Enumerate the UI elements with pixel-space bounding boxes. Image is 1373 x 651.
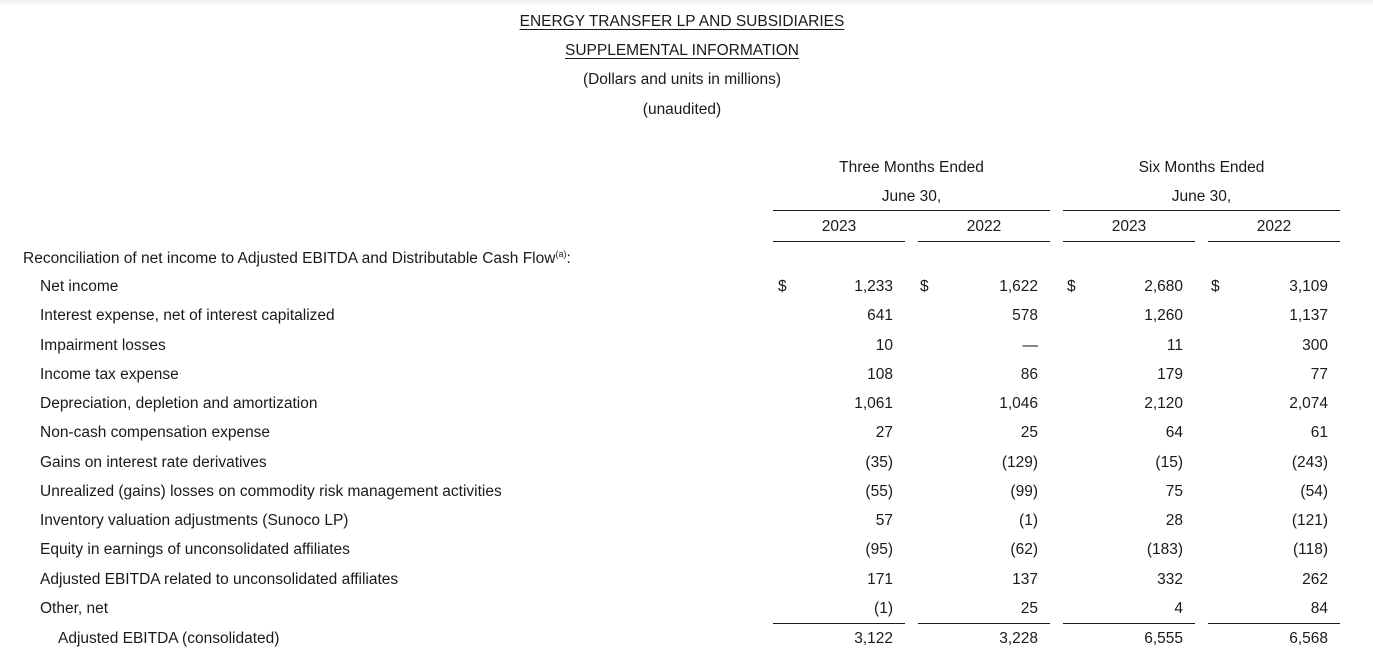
total-rule <box>918 623 1050 624</box>
top-shade <box>0 0 1373 6</box>
year-header-three-months-2022: 2022 <box>966 218 1002 235</box>
row-value: 25 <box>1020 424 1038 441</box>
year-rule <box>1208 241 1340 242</box>
row-value: 332 <box>1157 571 1183 588</box>
report-units-note: (Dollars and units in millions) <box>582 71 782 88</box>
row-value: 3,109 <box>1289 278 1328 295</box>
row-label: Depreciation, depletion and amortization <box>40 395 318 412</box>
row-value: 2,074 <box>1289 395 1328 412</box>
year-rule <box>773 241 905 242</box>
total-value: 6,568 <box>1289 630 1328 647</box>
row-value: (118) <box>1292 541 1328 558</box>
row-value: (129) <box>1001 454 1038 471</box>
row-value: 2,680 <box>1144 278 1183 295</box>
row-label: Other, net <box>40 600 109 617</box>
row-value: 75 <box>1165 483 1183 500</box>
row-value: 300 <box>1302 337 1328 354</box>
reconciliation-heading-text: Reconciliation of net income to Adjusted EBITDA and Distributable Cash Flow <box>23 250 556 267</box>
row-value: 1,137 <box>1289 307 1328 324</box>
row-value: 1,061 <box>854 395 893 412</box>
row-value: (35) <box>865 454 893 471</box>
dollar-sign: $ <box>1067 278 1076 295</box>
row-value: 179 <box>1157 366 1183 383</box>
row-value: 2,120 <box>1144 395 1183 412</box>
total-value: 6,555 <box>1144 630 1183 647</box>
row-value: 86 <box>1020 366 1038 383</box>
row-value: 11 <box>1166 337 1183 354</box>
row-value: 57 <box>875 512 893 529</box>
total-rule <box>1208 623 1340 624</box>
period-six-months-rule <box>1063 210 1340 211</box>
total-rule <box>773 623 905 624</box>
row-value: (55) <box>865 483 893 500</box>
total-value: 3,122 <box>854 630 893 647</box>
row-value: 1,046 <box>999 395 1038 412</box>
reconciliation-heading-colon: : <box>566 250 571 267</box>
dollar-sign: $ <box>920 278 929 295</box>
footnote-marker: (a) <box>555 249 567 259</box>
period-three-months-label: Three Months Ended <box>839 159 984 176</box>
row-label: Net income <box>40 278 119 295</box>
row-value: 64 <box>1165 424 1183 441</box>
dollar-sign: $ <box>1211 278 1220 295</box>
report-company-title: ENERGY TRANSFER LP AND SUBSIDIARIES <box>519 13 845 30</box>
total-rule <box>1063 623 1195 624</box>
row-label: Inventory valuation adjustments (Sunoco LP) <box>40 512 349 529</box>
row-value: (1) <box>1019 512 1038 529</box>
row-value: 1,260 <box>1144 307 1183 324</box>
row-value: 1,622 <box>999 278 1038 295</box>
row-value: 25 <box>1020 600 1038 617</box>
report-section-title: SUPPLEMENTAL INFORMATION <box>565 42 799 59</box>
row-value: (62) <box>1010 541 1038 558</box>
period-three-months-date: June 30, <box>881 188 942 205</box>
reconciliation-heading <box>23 249 571 268</box>
row-value: 108 <box>867 366 893 383</box>
row-label: Income tax expense <box>40 366 179 383</box>
row-value: 10 <box>875 337 893 354</box>
row-value: 84 <box>1310 600 1328 617</box>
year-header-three-months-2023: 2023 <box>821 218 857 235</box>
row-label: Adjusted EBITDA related to unconsolidated affiliates <box>40 571 399 588</box>
total-row-label: Adjusted EBITDA (consolidated) <box>58 630 280 647</box>
row-value: 137 <box>1012 571 1038 588</box>
year-header-six-months-2022: 2022 <box>1256 218 1292 235</box>
report-audit-note: (unaudited) <box>642 101 722 118</box>
row-value: 262 <box>1302 571 1328 588</box>
period-six-months-label: Six Months Ended <box>1138 159 1265 176</box>
row-value: (95) <box>865 541 893 558</box>
row-label: Gains on interest rate derivatives <box>40 454 267 471</box>
row-value: — <box>1022 337 1038 354</box>
period-three-months-rule <box>773 210 1050 211</box>
row-label: Non-cash compensation expense <box>40 424 271 441</box>
year-rule <box>918 241 1050 242</box>
row-value: (243) <box>1291 454 1328 471</box>
year-rule <box>1063 241 1195 242</box>
row-label: Unrealized (gains) losses on commodity risk management activities <box>40 483 502 500</box>
year-header-six-months-2023: 2023 <box>1111 218 1147 235</box>
period-six-months-date: June 30, <box>1171 188 1232 205</box>
row-label: Interest expense, net of interest capitalized <box>40 307 335 324</box>
row-value: 578 <box>1012 307 1038 324</box>
row-label: Equity in earnings of unconsolidated affiliates <box>40 541 350 558</box>
row-label: Impairment losses <box>40 337 166 354</box>
row-value: (15) <box>1155 454 1183 471</box>
row-value: 171 <box>867 571 893 588</box>
row-value: (121) <box>1291 512 1328 529</box>
row-value: 28 <box>1165 512 1183 529</box>
row-value: (1) <box>874 600 893 617</box>
row-value: (183) <box>1146 541 1183 558</box>
row-value: 77 <box>1310 366 1328 383</box>
row-value: 1,233 <box>854 278 893 295</box>
row-value: (54) <box>1300 483 1328 500</box>
row-value: 4 <box>1174 600 1183 617</box>
row-value: 61 <box>1310 424 1328 441</box>
row-value: 27 <box>875 424 893 441</box>
total-value: 3,228 <box>999 630 1038 647</box>
dollar-sign: $ <box>778 278 787 295</box>
row-value: (99) <box>1010 483 1038 500</box>
row-value: 641 <box>867 307 893 324</box>
